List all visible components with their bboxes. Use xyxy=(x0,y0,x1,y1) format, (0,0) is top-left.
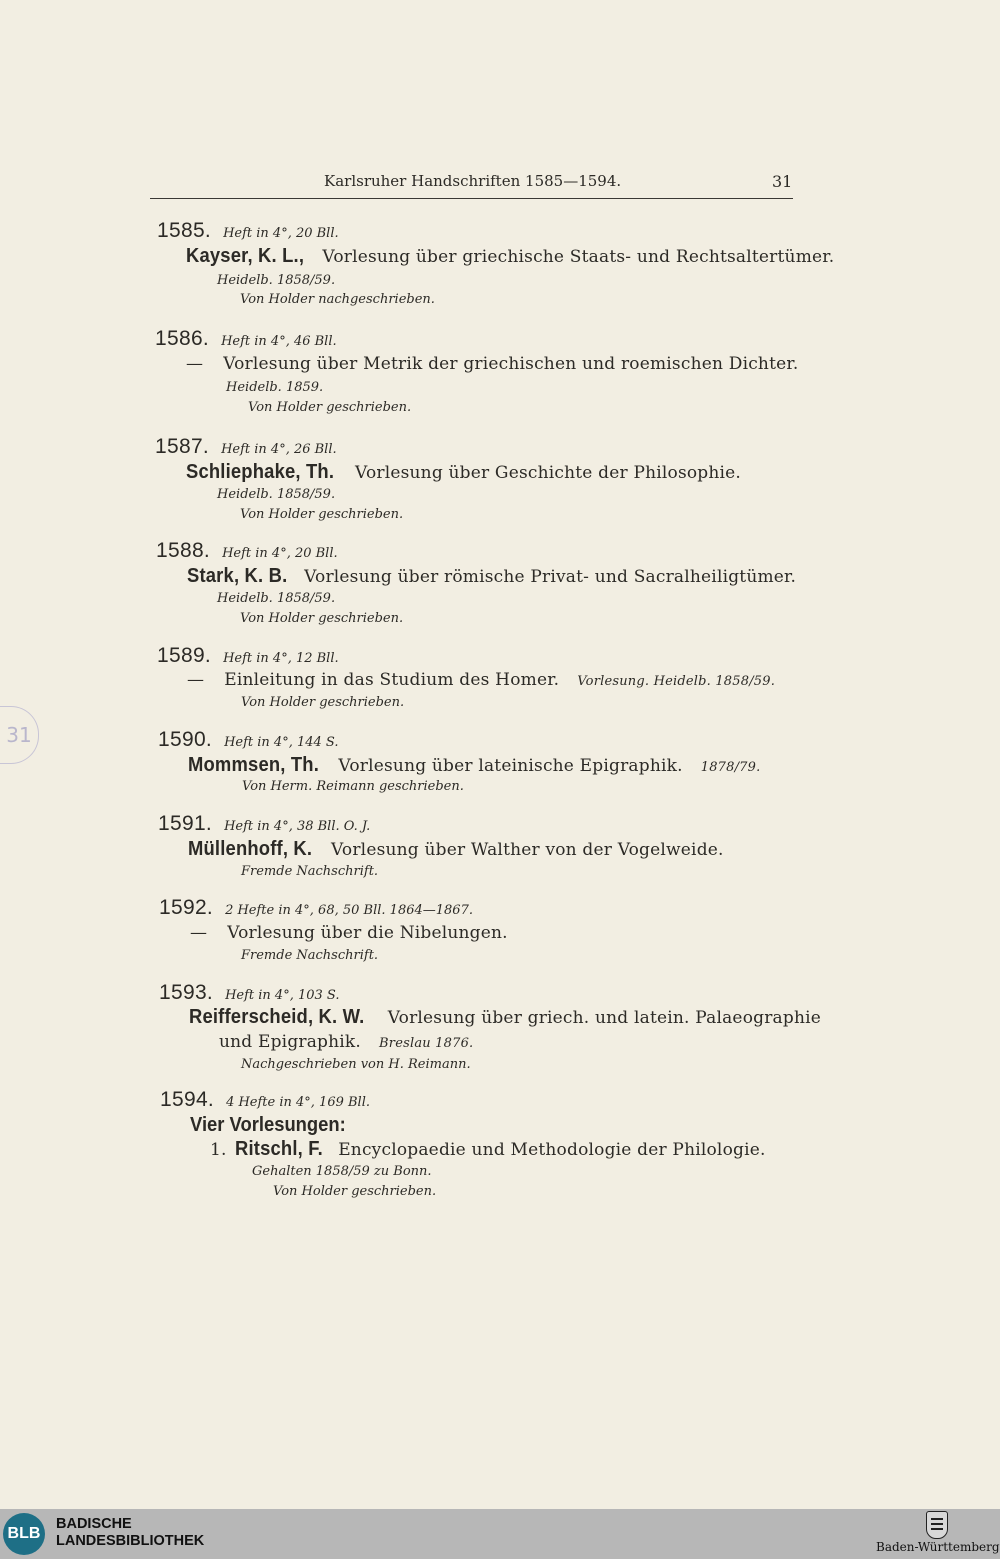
entry-inline-note: 1878/79. xyxy=(700,760,761,775)
entry-meta: 2 Hefte in 4°, 68, 50 Bll. 1864—1867. xyxy=(225,903,473,918)
entry-place: Heidelb. 1858/59. xyxy=(217,273,336,288)
state-name[interactable]: Baden-Württemberg xyxy=(876,1540,1000,1554)
entry-heading xyxy=(159,981,339,1005)
entry-heading xyxy=(155,435,337,459)
entry-heading xyxy=(158,728,338,752)
entry-title-line xyxy=(186,461,741,484)
entry-title: Vorlesung über Geschichte der Philosophie. xyxy=(355,463,742,483)
entry-title: Vorlesung über römische Privat- und Sacralheiligtümer. xyxy=(304,567,797,587)
entry-title: Vorlesung über Metrik der griechischen und roemischen Dichter. xyxy=(223,354,799,374)
entry-title-line xyxy=(190,923,508,943)
entry-number: 1594. xyxy=(160,1088,215,1111)
entry-title-line xyxy=(210,1138,766,1161)
entry-title: Vorlesung über griech. und latein. Palaeographie xyxy=(387,1008,821,1028)
entry-title-line xyxy=(188,838,724,861)
entry-note: Von Holder geschrieben. xyxy=(240,507,404,522)
entry-inline-note: Breslau 1876. xyxy=(379,1036,474,1051)
entry-author: Müllenhoff, K. xyxy=(188,838,313,860)
entry-note: Nachgeschrieben von H. Reimann. xyxy=(241,1057,471,1072)
entry-note: Fremde Nachschrift. xyxy=(241,864,379,879)
entry-heading xyxy=(156,539,338,563)
entry-meta: Heft in 4°, 38 Bll. O. J. xyxy=(224,819,371,834)
entry-meta: Heft in 4°, 20 Bll. xyxy=(222,546,338,561)
entry-number: 1591. xyxy=(158,812,213,835)
entry-note: Von Herm. Reimann geschrieben. xyxy=(242,779,464,794)
entry-title-line xyxy=(188,754,760,777)
entry-group-heading xyxy=(190,1114,367,1137)
entry-title-line xyxy=(187,670,775,690)
entry-title-line xyxy=(186,354,798,374)
entry-meta: Heft in 4°, 46 Bll. xyxy=(221,334,337,349)
entry-note: Von Holder geschrieben. xyxy=(248,400,412,415)
entry-inline-note: Vorlesung. Heidelb. 1858/59. xyxy=(577,674,776,689)
entry-title-line xyxy=(186,245,834,268)
entry-note: Von Holder geschrieben. xyxy=(273,1184,437,1199)
entry-number: 1592. xyxy=(159,896,214,919)
entry-author: Stark, K. B. xyxy=(187,565,288,587)
blb-logo[interactable]: BLB xyxy=(3,1513,45,1555)
entry-meta: 4 Hefte in 4°, 169 Bll. xyxy=(226,1095,371,1110)
entry-number: 1585. xyxy=(157,219,212,242)
entry-heading xyxy=(159,896,473,920)
entry-heading xyxy=(158,812,370,836)
entry-meta: Heft in 4°, 144 S. xyxy=(224,735,339,750)
entry-dash: — xyxy=(186,354,204,374)
entry-number: 1586. xyxy=(155,327,210,350)
entry-author: Reifferscheid, K. W. xyxy=(189,1006,365,1028)
library-name[interactable] xyxy=(56,1516,204,1550)
entry-number: 1590. xyxy=(158,728,213,751)
entry-number: 1593. xyxy=(159,981,214,1004)
entry-meta: Heft in 4°, 26 Bll. xyxy=(221,442,337,457)
entry-meta: Heft in 4°, 12 Bll. xyxy=(223,651,339,666)
entry-author: Ritschl, F. xyxy=(234,1138,323,1160)
entry-note: Von Holder geschrieben. xyxy=(240,611,404,626)
entry-title-cont: und Epigraphik. xyxy=(219,1032,362,1052)
entry-place: Heidelb. 1859. xyxy=(226,380,324,395)
entry-heading xyxy=(157,644,339,668)
entry-title: Vorlesung über griechische Staats- und Rechtsaltertümer. xyxy=(322,247,835,267)
entry-number: 1587. xyxy=(155,435,210,458)
entry-title: Vorlesung über Walther von der Vogelweide. xyxy=(331,840,724,860)
entry-note: Fremde Nachschrift. xyxy=(241,948,379,963)
entry-note: Von Holder geschrieben. xyxy=(241,695,405,710)
entry-place: Heidelb. 1858/59. xyxy=(217,591,336,606)
entry-number: 1588. xyxy=(156,539,211,562)
entry-author: Schliephake, Th. xyxy=(186,461,335,483)
entry-author: Mommsen, Th. xyxy=(188,754,320,776)
entry-title-line xyxy=(187,565,796,588)
entry-meta: Heft in 4°, 20 Bll. xyxy=(223,226,339,241)
entry-place: Gehalten 1858/59 zu Bonn. xyxy=(252,1164,432,1179)
entry-title: Vorlesung über lateinische Epigraphik. xyxy=(338,756,683,776)
margin-stamp: 31 xyxy=(0,706,39,764)
entry-title-line xyxy=(189,1006,821,1029)
page-number: 31 xyxy=(772,172,793,191)
entry-title: Einleitung in das Studium des Homer. xyxy=(224,670,560,690)
entry-number: 1589. xyxy=(157,644,212,667)
entry-title-continuation xyxy=(219,1032,473,1052)
entry-meta: Heft in 4°, 103 S. xyxy=(225,988,340,1003)
entry-note: Von Holder nachgeschrieben. xyxy=(240,292,435,307)
entry-heading xyxy=(160,1088,370,1112)
entry-title: Vorlesung über die Nibelungen. xyxy=(227,923,508,943)
library-name-line2: LANDESBIBLIOTHEK xyxy=(56,1533,205,1549)
header-rule xyxy=(150,198,793,199)
entry-heading xyxy=(157,219,339,243)
entry-place: Heidelb. 1858/59. xyxy=(217,487,336,502)
running-header: Karlsruher Handschriften 1585—1594. xyxy=(324,172,622,190)
entry-dash: — xyxy=(190,923,208,943)
sub-number: 1. xyxy=(210,1140,227,1160)
entry-heading xyxy=(155,327,337,351)
entry-dash: — xyxy=(187,670,205,690)
group-title: Vier Vorlesungen: xyxy=(190,1114,346,1136)
entry-title: Encyclopaedie und Methodologie der Philologie. xyxy=(338,1140,766,1160)
library-name-line1: BADISCHE xyxy=(56,1516,132,1532)
entry-author: Kayser, K. L., xyxy=(186,245,305,267)
coat-of-arms-icon xyxy=(926,1511,948,1539)
